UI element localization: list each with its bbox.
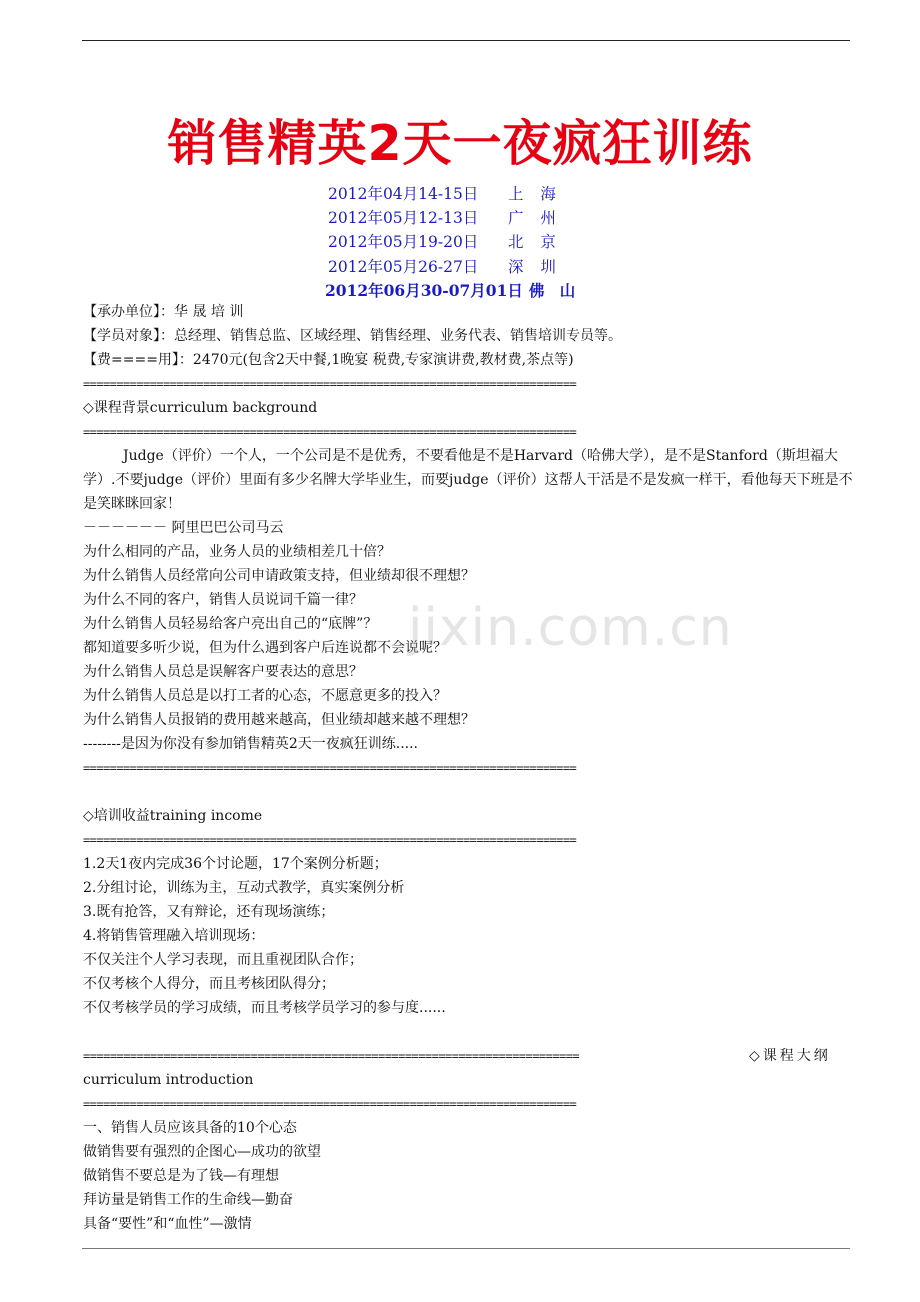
- separator-line: ==========================================================================: [83, 761, 577, 775]
- question-item: 都知道要多听少说，但为什么遇到客户后连说都不会说呢？: [83, 640, 447, 656]
- schedule-row: [0, 206, 920, 230]
- outline-heading-en: curriculum introduction: [83, 1072, 254, 1088]
- separator-line: ==========================================================================: [83, 833, 577, 847]
- outline-item: 拜访量是销售工作的生命线—勤奋: [83, 1192, 293, 1208]
- outline-section-title: 一、销售人员应该具备的10个心态: [83, 1120, 297, 1136]
- schedule-city: 深 圳: [508, 257, 562, 276]
- benefits-heading: ◇培训收益training income: [83, 808, 263, 824]
- question-item: 为什么不同的客户，销售人员说词千篇一律？: [83, 592, 363, 608]
- schedule-date: 2012年04月14-15日: [328, 185, 479, 203]
- info-label: 【学员对象】：: [83, 328, 174, 344]
- info-organizer: [83, 300, 863, 324]
- top-rule: [82, 40, 850, 41]
- schedule-row: [0, 230, 920, 254]
- schedule-date: 2012年05月12-13日: [328, 209, 479, 228]
- benefit-item: 3.既有抢答，又有辩论，还有现场演练；: [83, 904, 335, 920]
- question-item: 为什么销售人员总是以打工者的心态，不愿意更多的投入？: [83, 688, 447, 704]
- schedule-city: 广 州: [508, 209, 562, 228]
- info-label: 【承办单位】：: [83, 304, 174, 320]
- document-body: [83, 300, 863, 1236]
- schedule-date: 2012年05月26-27日: [328, 257, 479, 276]
- outline-item: 具备“要性”和“血性”—激情: [83, 1216, 252, 1232]
- benefit-item: 2.分组讨论，训练为主，互动式教学，真实案例分析: [83, 880, 405, 896]
- separator-line: ==========================================================================: [83, 425, 577, 439]
- separator-line: ==========================================================================: [83, 1049, 580, 1063]
- watermark-text: jixin.com.cn: [408, 598, 733, 658]
- question-item: 为什么销售人员经常向公司申请政策支持，但业绩却很不理想？: [83, 568, 475, 584]
- outline-heading: ◇课程大纲: [749, 1048, 831, 1064]
- benefit-item: 1.2天1夜内完成36个讨论题，17个案例分析题；: [83, 856, 388, 872]
- benefit-item: 不仅考核学员的学习成绩，而且考核学员学习的参与度......: [83, 1000, 446, 1016]
- bottom-rule: [82, 1248, 850, 1249]
- info-value: 华 晟 培 训: [174, 304, 244, 320]
- question-item: 为什么销售人员轻易给客户亮出自己的“底牌”？: [83, 616, 378, 632]
- schedule-city: 佛 山: [528, 280, 581, 300]
- schedule-city: 上 海: [508, 185, 562, 203]
- schedule-city: 北 京: [508, 233, 562, 252]
- benefit-item: 不仅关注个人学习表现，而且重视团队合作；: [83, 952, 363, 968]
- outline-item: 做销售不要总是为了钱—有理想: [83, 1168, 279, 1184]
- outline-item: 做销售要有强烈的企图心—成功的欲望: [83, 1144, 321, 1160]
- question-item: 为什么相同的产品，业务人员的业绩相差几十倍？: [83, 544, 391, 560]
- quote-attribution: －－－－－－ 阿里巴巴公司马云: [83, 520, 284, 536]
- page-title: 销售精英2天一夜疯狂训练: [167, 115, 753, 172]
- background-conclusion: --------是因为你没有参加销售精英2天一夜疯狂训练.....: [83, 736, 419, 752]
- outline-heading-row: [83, 1044, 863, 1068]
- info-label: 【费====用】：: [83, 352, 193, 368]
- info-value: 2470元(包含2天中餐,1晚宴 税费,专家演讲费,教材费,茶点等): [192, 352, 574, 368]
- background-quote: Judge（评价）一个人，一个公司是不是优秀，不要看他是不是Harvard（哈佛大学），是不是Stanford（斯坦福大学）.不要judge（评价）里面有多少名牌大学毕业生，而要judge（评价）这帮人干活是不是发疯一样干，看他每天下班是不是笑眯眯回家！: [83, 448, 853, 512]
- benefit-item: 不仅考核个人得分，而且考核团队得分；: [83, 976, 335, 992]
- info-value: 总经理、销售总监、区域经理、销售经理、业务代表、销售培训专员等。: [174, 328, 622, 344]
- info-audience: [83, 324, 863, 348]
- question-item: 为什么销售人员报销的费用越来越高，但业绩却越来越不理想？: [83, 712, 475, 728]
- benefit-item: 4.将销售管理融入培训现场：: [83, 928, 265, 944]
- question-item: 为什么销售人员总是误解客户要表达的意思？: [83, 664, 363, 680]
- schedule-row: [0, 255, 920, 279]
- schedule-row: [0, 182, 920, 206]
- schedule-date: 2012年05月19-20日: [328, 233, 479, 252]
- separator-line: ==========================================================================: [83, 1097, 577, 1111]
- info-fee: [83, 348, 863, 372]
- schedule-date: 2012年06月30-07月01日: [325, 280, 523, 300]
- separator-line: ==========================================================================: [83, 377, 577, 391]
- schedule-list: [0, 182, 920, 303]
- background-heading: ◇课程背景curriculum background: [83, 400, 318, 416]
